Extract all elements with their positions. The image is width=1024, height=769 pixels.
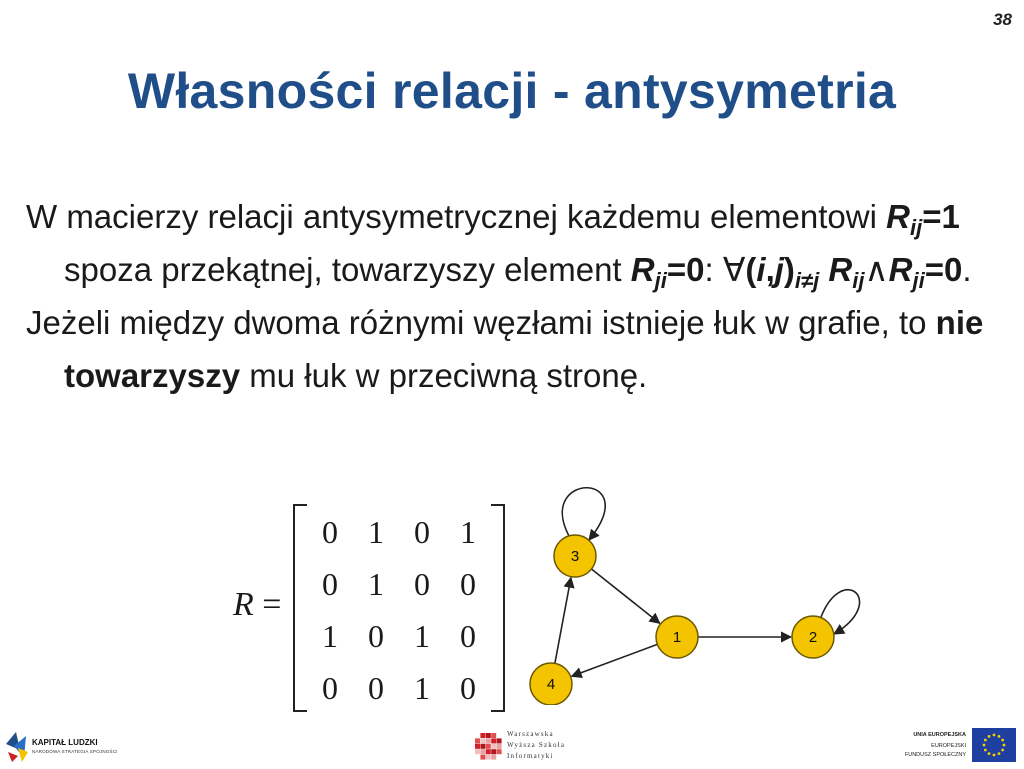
logo-line-2: Wyższa Szkoła bbox=[507, 741, 566, 749]
matrix-cell: 1 bbox=[368, 565, 384, 602]
math-var: R bbox=[828, 251, 853, 288]
graph-node-3 bbox=[554, 535, 596, 577]
math-var-i: i bbox=[756, 251, 766, 288]
math-r-ji bbox=[888, 251, 925, 293]
math-var: R bbox=[888, 251, 913, 288]
quantifier-condition: i≠j bbox=[794, 268, 820, 293]
math-eq: =1 bbox=[922, 198, 960, 235]
matrix-cell: 1 bbox=[322, 617, 338, 654]
math-var: R bbox=[886, 198, 910, 235]
wwsi-logo bbox=[470, 728, 620, 764]
eu-logo bbox=[880, 728, 1020, 764]
forall-symbol: ∀ bbox=[722, 251, 746, 288]
matrix-cell: 0 bbox=[322, 565, 338, 602]
matrix-grid bbox=[307, 506, 491, 714]
matrix-var: R bbox=[233, 586, 254, 623]
matrix-cell: 0 bbox=[322, 669, 338, 706]
graph-node-label: 4 bbox=[546, 676, 556, 693]
matrix-cell: 0 bbox=[460, 565, 476, 602]
matrix-cell: 0 bbox=[414, 513, 430, 550]
graph-edge-1-4 bbox=[572, 644, 658, 676]
logo-line-1: Warszawska bbox=[507, 730, 554, 738]
eu-flag-icon bbox=[972, 728, 1016, 762]
matrix-right-bracket bbox=[491, 504, 505, 712]
math-eq: =0 bbox=[666, 251, 705, 288]
graph-node-2 bbox=[792, 616, 834, 658]
kapital-ludzki-logo bbox=[4, 726, 129, 764]
graph-node-4 bbox=[530, 663, 572, 705]
matrix-equals: = bbox=[253, 586, 282, 623]
text: spoza przekątnej, towarzyszy element bbox=[64, 251, 631, 288]
graph-nodes bbox=[530, 535, 834, 705]
slide-title: Własności relacji - antysymetria bbox=[127, 63, 897, 119]
math-r-ij bbox=[828, 251, 865, 293]
paren: ) bbox=[783, 251, 795, 288]
matrix-cell: 1 bbox=[368, 513, 384, 550]
logo-title: KAPITAŁ LUDZKI bbox=[32, 738, 98, 747]
emphasis: nie towarzyszy bbox=[64, 304, 984, 394]
matrix-cell: 0 bbox=[414, 565, 430, 602]
graph-edge-3-1 bbox=[591, 569, 659, 623]
math-subscript: ij bbox=[909, 215, 923, 240]
slide-number: 38 bbox=[993, 10, 1012, 29]
logo-line-3: Informatyki bbox=[507, 752, 554, 760]
matrix-left-bracket bbox=[293, 504, 307, 712]
text: mu łuk w przeciwną stronę. bbox=[240, 357, 648, 394]
paragraph-graph-interpretation bbox=[26, 296, 1006, 402]
matrix-cell: 0 bbox=[368, 669, 384, 706]
paragraph-definition bbox=[26, 190, 1006, 296]
comma: , bbox=[765, 251, 775, 288]
matrix-cell: 1 bbox=[414, 617, 430, 654]
and-symbol: ∧ bbox=[864, 251, 889, 288]
relation-graph bbox=[525, 480, 880, 705]
graph-node-1 bbox=[656, 616, 698, 658]
text: : bbox=[704, 251, 723, 288]
graph-node-label: 2 bbox=[808, 629, 818, 646]
logo-line-2: EUROPEJSKI bbox=[931, 743, 966, 749]
math-var-j: j bbox=[774, 251, 784, 288]
matrix-cell: 1 bbox=[460, 513, 476, 550]
matrix-cell: 1 bbox=[414, 669, 430, 706]
math-r-ji bbox=[630, 251, 667, 293]
graph-edge-4-3 bbox=[555, 578, 571, 664]
matrix-cell: 0 bbox=[460, 669, 476, 706]
math-subscript: ji bbox=[654, 268, 667, 293]
logo-subtitle: NARODOWA STRATEGIA SPÓJNOŚCI bbox=[32, 749, 118, 754]
paren: ( bbox=[745, 251, 757, 288]
kapital-ludzki-emblem-icon bbox=[4, 726, 30, 764]
matrix-cell: 0 bbox=[322, 513, 338, 550]
matrix-lhs bbox=[233, 586, 281, 624]
relation-matrix bbox=[225, 500, 515, 715]
slide-body bbox=[26, 190, 1006, 402]
math-eq: =0 bbox=[924, 251, 963, 288]
math-subscript: ji bbox=[912, 268, 925, 293]
logo-line-3: FUNDUSZ SPOŁECZNY bbox=[904, 752, 966, 758]
graph-node-label: 3 bbox=[570, 548, 580, 565]
graph-edge-3-3 bbox=[562, 488, 605, 540]
matrix-cell: 0 bbox=[368, 617, 384, 654]
graph-node-label: 1 bbox=[672, 629, 682, 646]
text: W macierzy relacji antysymetrycznej każdemu elementowi bbox=[26, 198, 887, 235]
logo-line-1: UNIA EUROPEJSKA bbox=[913, 732, 966, 738]
text: Jeżeli między dwoma różnymi węzłami istnieje łuk w grafie, to bbox=[26, 304, 936, 341]
wwsi-emblem-icon bbox=[472, 730, 504, 762]
matrix-cell: 0 bbox=[460, 617, 476, 654]
math-var: R bbox=[630, 251, 655, 288]
period: . bbox=[962, 251, 972, 288]
math-subscript: ij bbox=[852, 268, 865, 293]
math-r-ij bbox=[886, 198, 923, 240]
